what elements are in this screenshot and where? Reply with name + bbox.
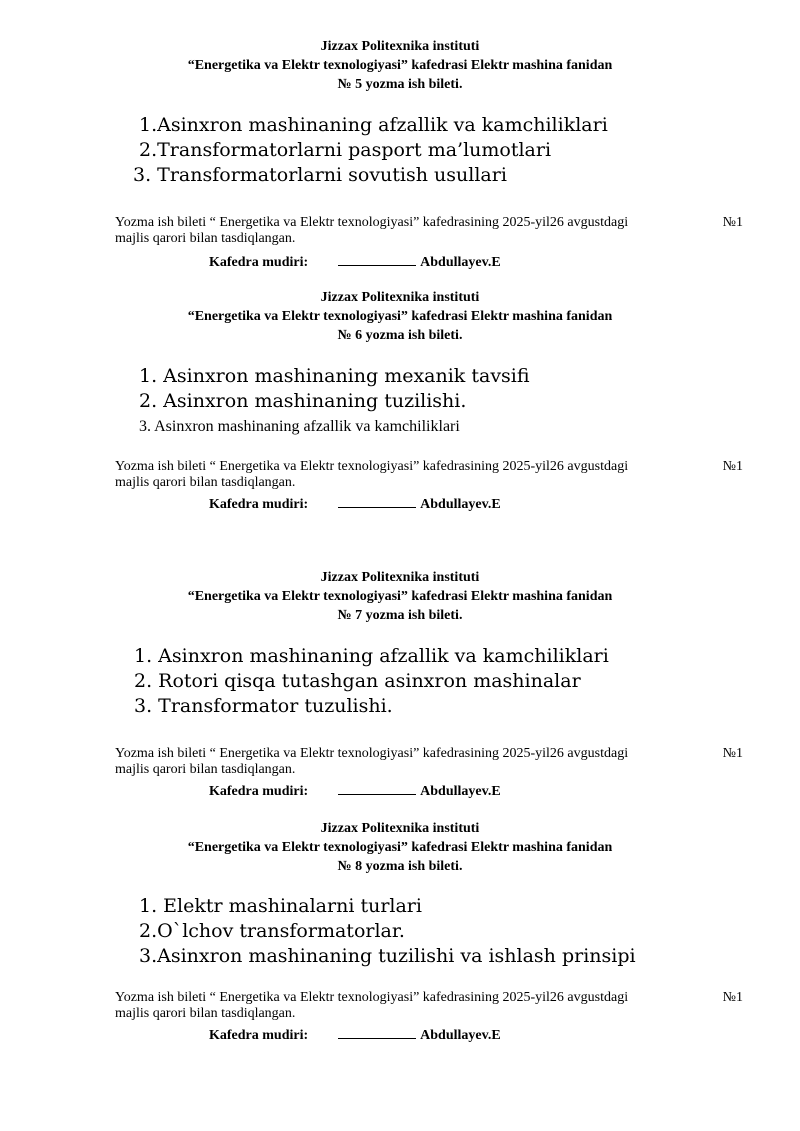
institute-name: Jizzax Politexnika instituti xyxy=(320,570,480,585)
approval-text: Yozma ish bileti “ Energetika va Elektr texnologiyasi” kafedrasining 2025-yil26 avgustdagi xyxy=(115,215,629,230)
protocol-number: №1 xyxy=(722,459,743,474)
head-label: Kafedra mudiri: xyxy=(209,255,309,270)
ticket-6 xyxy=(0,288,800,345)
signature-blank xyxy=(338,1026,416,1039)
question-2: 2.Transformatorlarni pasport ma’lumotlari xyxy=(139,139,552,161)
protocol-number: №1 xyxy=(722,990,743,1005)
ticket-5 xyxy=(0,37,800,94)
signature-line xyxy=(209,782,501,801)
ticket-header xyxy=(0,819,800,876)
ticket-title: № 6 yozma ish bileti. xyxy=(337,328,463,343)
head-label: Kafedra mudiri: xyxy=(209,784,309,799)
department-line: “Energetika va Elektr texnologiyasi” kafedrasi Elektr mashina fanidan xyxy=(187,589,613,604)
question-1: 1. Elektr mashinalarni turlari xyxy=(139,895,422,917)
department-line: “Energetika va Elektr texnologiyasi” kafedrasi Elektr mashina fanidan xyxy=(187,58,613,73)
approval-text: Yozma ish bileti “ Energetika va Elektr texnologiyasi” kafedrasining 2025-yil26 avgustdagi xyxy=(115,459,629,474)
approval-note xyxy=(115,215,755,247)
approval-text-2: majlis qarori bilan tasdiqlangan. xyxy=(115,231,296,246)
question-2: 2. Asinxron mashinaning tuzilishi. xyxy=(139,390,467,412)
approval-text: Yozma ish bileti “ Energetika va Elektr texnologiyasi” kafedrasining 2025-yil26 avgustdagi xyxy=(115,990,629,1005)
approval-text-2: majlis qarori bilan tasdiqlangan. xyxy=(115,1006,296,1021)
ticket-header xyxy=(0,37,800,94)
department-line: “Energetika va Elektr texnologiyasi” kafedrasi Elektr mashina fanidan xyxy=(187,309,613,324)
signature-blank xyxy=(338,253,416,266)
ticket-8 xyxy=(0,819,800,876)
institute-name: Jizzax Politexnika instituti xyxy=(320,39,480,54)
ticket-7 xyxy=(0,568,800,625)
approval-text-2: majlis qarori bilan tasdiqlangan. xyxy=(115,475,296,490)
signature-line xyxy=(209,495,501,514)
head-label: Kafedra mudiri: xyxy=(209,1028,309,1043)
question-1: 1. Asinxron mashinaning afzallik va kamchiliklari xyxy=(134,645,609,667)
ticket-title: № 8 yozma ish bileti. xyxy=(337,859,463,874)
signature-blank xyxy=(338,495,416,508)
ticket-header xyxy=(0,568,800,625)
ticket-title: № 5 yozma ish bileti. xyxy=(337,77,463,92)
ticket-header xyxy=(0,288,800,345)
ticket-title: № 7 yozma ish bileti. xyxy=(337,608,463,623)
head-name: Abdullayev.E xyxy=(420,784,501,799)
head-name: Abdullayev.E xyxy=(420,255,501,270)
institute-name: Jizzax Politexnika instituti xyxy=(320,821,480,836)
head-name: Abdullayev.E xyxy=(420,497,501,512)
protocol-number: №1 xyxy=(722,746,743,761)
approval-text-2: majlis qarori bilan tasdiqlangan. xyxy=(115,762,296,777)
question-1: 1.Asinxron mashinaning afzallik va kamchiliklari xyxy=(139,114,608,136)
approval-note xyxy=(115,746,755,778)
approval-text: Yozma ish bileti “ Energetika va Elektr texnologiyasi” kafedrasining 2025-yil26 avgustdagi xyxy=(115,746,629,761)
approval-note xyxy=(115,459,755,491)
question-2: 2. Rotori qisqa tutashgan asinxron mashinalar xyxy=(134,670,581,692)
question-3: 3.Asinxron mashinaning tuzilishi va ishlash prinsipi xyxy=(139,945,636,967)
head-name: Abdullayev.E xyxy=(420,1028,501,1043)
question-1: 1. Asinxron mashinaning mexanik tavsifi xyxy=(139,365,530,387)
signature-line xyxy=(209,253,501,272)
question-2: 2.O`lchov transformatorlar. xyxy=(139,920,405,942)
head-label: Kafedra mudiri: xyxy=(209,497,309,512)
institute-name: Jizzax Politexnika instituti xyxy=(320,290,480,305)
protocol-number: №1 xyxy=(722,215,743,230)
question-3: 3. Transformator tuzulishi. xyxy=(134,695,393,717)
department-line: “Energetika va Elektr texnologiyasi” kafedrasi Elektr mashina fanidan xyxy=(187,840,613,855)
question-3: 3. Transformatorlarni sovutish usullari xyxy=(133,164,507,186)
question-3: 3. Asinxron mashinaning afzallik va kamchiliklari xyxy=(139,418,460,435)
signature-blank xyxy=(338,782,416,795)
signature-line xyxy=(209,1026,501,1045)
approval-note xyxy=(115,990,755,1022)
